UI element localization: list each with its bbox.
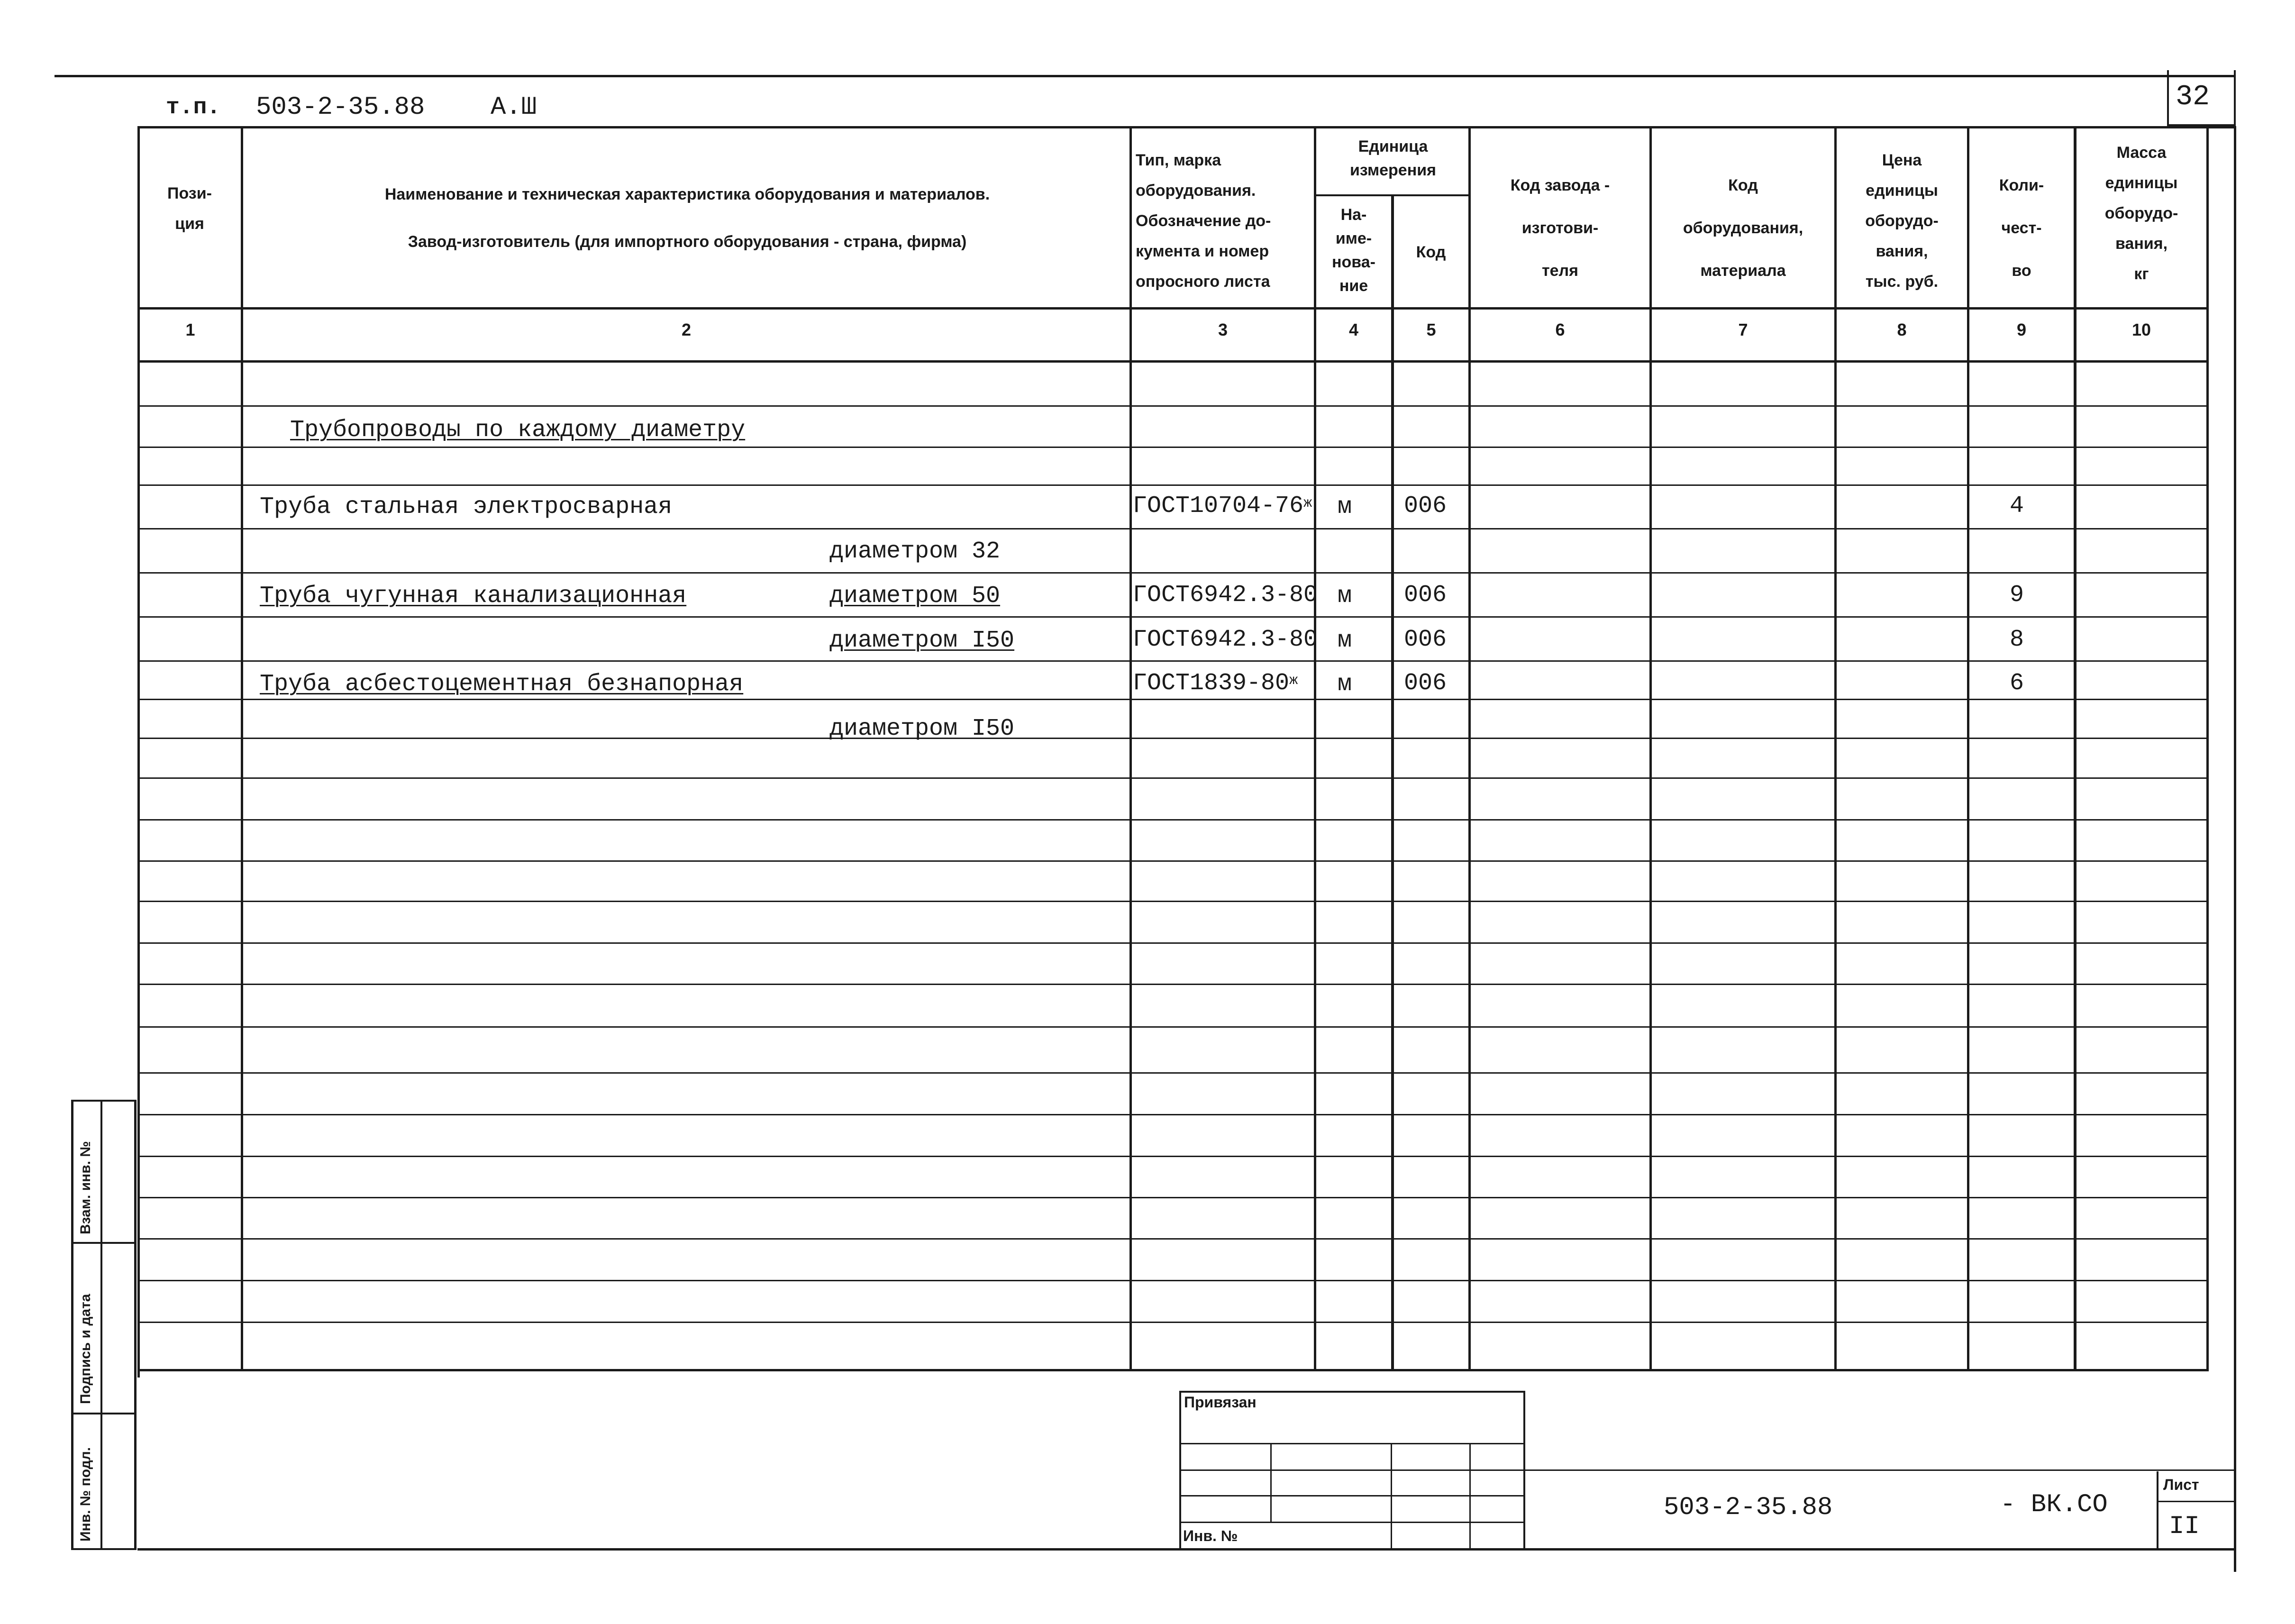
row-line-5 — [137, 616, 2209, 618]
row-1-doc: $ГОСТ10704-76^ж$ — [1133, 493, 1312, 520]
row-line-12 — [137, 901, 2209, 902]
row-1-qty: 4 — [2010, 493, 2024, 520]
page-bottom-border — [137, 1548, 2236, 1551]
col-num-7: 7 — [1738, 320, 1748, 339]
row-line-7 — [137, 699, 2209, 700]
sidebar-right-border — [134, 1100, 137, 1550]
sidebar-div-2 — [71, 1413, 137, 1414]
section-title: Трубопроводы по каждому диаметру — [290, 417, 746, 444]
col-line-0 — [137, 126, 140, 1378]
col-num-2: 2 — [681, 320, 692, 339]
col-line-8 — [1967, 126, 1969, 1371]
col-num-10: 10 — [2131, 320, 2151, 339]
row-3-diameter: диаметром 50 — [829, 583, 1001, 610]
row-line-10 — [137, 819, 2209, 821]
row-line-1 — [137, 447, 2209, 448]
col-header-unit-code: Код — [1416, 243, 1446, 261]
privyazan-col1 — [1270, 1443, 1272, 1522]
row-3-unit: м — [1338, 583, 1352, 610]
unit-group-header: Единица измерения — [1350, 137, 1436, 179]
privyazan-col3 — [1469, 1443, 1471, 1550]
row-5-doc: $ГОСТ1839-80^ж$ — [1133, 670, 1298, 697]
row-5-code: 006 — [1404, 670, 1447, 697]
privyazan-row4 — [1179, 1522, 1525, 1523]
col-num-4: 4 — [1348, 320, 1359, 339]
list-box-left — [2157, 1471, 2158, 1550]
sidebar-left-border — [71, 1100, 73, 1550]
col-header-name: Наименование и техническая характеристика оборудования и материалов. Завод-изготовитель (для импортного оборудования - страна, фирма) — [384, 185, 990, 251]
sidebar-bottom — [71, 1548, 137, 1550]
row-line-2 — [137, 484, 2209, 486]
row-5-qty: 6 — [2010, 670, 2024, 697]
numrow-bottom-border — [137, 360, 2209, 363]
row-line-0 — [137, 405, 2209, 407]
page-number-box-left — [2167, 70, 2169, 125]
row-1-unit: м — [1338, 493, 1352, 520]
row-line-22 — [137, 1322, 2209, 1323]
col-line-4 — [1391, 195, 1394, 1371]
privyazan-row1 — [1179, 1443, 1525, 1444]
header-album: А.Ш — [491, 93, 537, 122]
col-num-6: 6 — [1555, 320, 1565, 339]
sidebar-vzam-label: Взам. инв. № — [78, 1141, 93, 1234]
table-bottom-border — [137, 1369, 2209, 1371]
col-num-8: 8 — [1897, 320, 1907, 339]
stamp-designation: 503-2-35.88 — [1664, 1493, 1833, 1522]
row-3-name: Труба чугунная канализационная — [260, 583, 687, 610]
header-prefix: т.п. — [166, 95, 221, 120]
row-line-15 — [137, 1026, 2209, 1028]
row-4-diameter: диаметром I50 — [829, 627, 1015, 654]
col-header-type: Тип, марка оборудования. Обозначение до- кумента и номер опросного листа — [1136, 151, 1271, 291]
row-line-21 — [137, 1280, 2209, 1281]
row-line-16 — [137, 1072, 2209, 1074]
row-line-20 — [137, 1238, 2209, 1240]
privyazan-row2 — [1179, 1469, 2236, 1471]
row-line-13 — [137, 942, 2209, 944]
col-num-9: 9 — [2016, 320, 2027, 339]
row-1-name: Труба стальная электросварная — [260, 493, 673, 520]
row-5-name: Труба асбестоцементная безнапорная — [260, 671, 744, 698]
col-line-10 — [2206, 126, 2209, 1371]
row-4-code: 006 — [1404, 626, 1447, 653]
row-line-3 — [137, 528, 2209, 529]
col-line-3 — [1314, 126, 1316, 1371]
row-2-diameter: диаметром 32 — [829, 538, 1001, 565]
col-line-1 — [241, 126, 243, 1371]
row-line-11 — [137, 860, 2209, 862]
sidebar-inv-label: Инв. № подл. — [78, 1447, 93, 1542]
sidebar-div-1 — [71, 1242, 137, 1244]
list-value: II — [2169, 1512, 2200, 1541]
col-line-2 — [1129, 126, 1132, 1371]
page-number-box-right — [2234, 70, 2236, 125]
col-num-1: 1 — [185, 320, 195, 339]
privyazan-row3 — [1179, 1495, 1525, 1496]
inv-no-label: Инв. № — [1183, 1527, 1238, 1544]
privyazan-col2 — [1391, 1443, 1392, 1550]
row-5-unit: м — [1338, 671, 1352, 698]
page-number: 32 — [2176, 81, 2210, 113]
row-line-18 — [137, 1156, 2209, 1157]
col-header-price: Цена единицы оборудо- вания, тыс. руб. — [1865, 151, 1939, 291]
sidebar-mid-line — [100, 1100, 102, 1550]
col-line-5 — [1468, 126, 1471, 1371]
col-line-outer — [2234, 126, 2236, 1572]
row-line-19 — [137, 1197, 2209, 1198]
row-6-diameter: диаметром I50 — [829, 715, 1015, 742]
row-line-6 — [137, 660, 2209, 662]
col-header-factory-code: Код завода - изготови- теля — [1510, 176, 1610, 280]
privyazan-label: Привязан — [1184, 1394, 1257, 1411]
row-3-code: 006 — [1404, 582, 1447, 609]
stamp-suffix: - ВК.СО — [2000, 1490, 2108, 1519]
col-line-6 — [1649, 126, 1652, 1371]
row-1-code: 006 — [1404, 493, 1447, 520]
row-3-doc: ГОСТ6942.3-80 — [1133, 582, 1318, 609]
table-top-border — [137, 126, 2235, 128]
col-header-quantity: Коли- чест- во — [1999, 176, 2044, 280]
privyazan-top — [1179, 1391, 1525, 1393]
header-bottom-border — [137, 307, 2209, 310]
list-box-mid — [2157, 1501, 2236, 1502]
row-3-qty: 9 — [2010, 582, 2024, 609]
unit-group-divider — [1314, 194, 1468, 196]
row-line-4 — [137, 572, 2209, 574]
header-project: 503-2-35.88 — [256, 93, 425, 122]
col-header-equipment-code: Код оборудования, материала — [1683, 176, 1803, 280]
col-line-7 — [1834, 126, 1837, 1371]
row-line-17 — [137, 1114, 2209, 1115]
row-line-9 — [137, 777, 2209, 779]
row-4-doc: ГОСТ6942.3-80 — [1133, 626, 1318, 653]
row-4-qty: 8 — [2010, 626, 2024, 653]
col-num-5: 5 — [1426, 320, 1436, 339]
col-header-mass: Масса единицы оборудо- вания, кг — [2104, 144, 2178, 283]
row-4-unit: м — [1338, 627, 1352, 654]
col-header-position: Пози- ция — [167, 184, 212, 233]
top-rule — [55, 75, 2235, 77]
sidebar-podpis-label: Подпись и дата — [78, 1294, 93, 1404]
col-line-9 — [2074, 126, 2076, 1371]
col-header-unit-name: На- име- нова- ние — [1332, 206, 1375, 295]
list-label: Лист — [2163, 1476, 2199, 1493]
col-num-3: 3 — [1218, 320, 1228, 339]
row-line-14 — [137, 984, 2209, 985]
row-line-8 — [137, 738, 2209, 739]
sidebar-top — [71, 1100, 137, 1102]
